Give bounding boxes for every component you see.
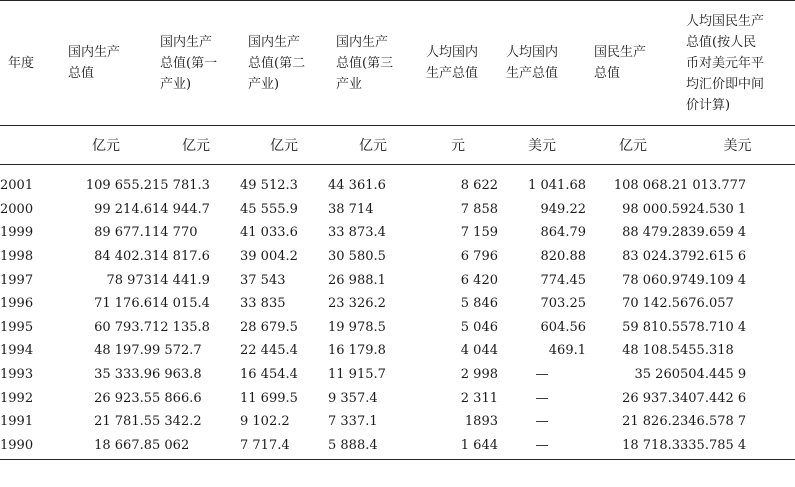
value-cell: 109 655.2 [85, 178, 152, 194]
value-cell: 48 108.5 [622, 343, 680, 359]
value-cell: 949.22 [540, 201, 586, 217]
value-cell: 6 796 [460, 249, 498, 265]
value-cell: 5 866.6 [152, 390, 202, 406]
value-cell: 12 135.8 [152, 319, 210, 335]
value-cell: 578.710 4 [680, 319, 747, 335]
year-cell: 1994 [0, 343, 34, 359]
value-cell: 59 810.5 [622, 319, 680, 335]
year-cell: 1995 [0, 319, 34, 335]
value-cell: 9 357.4 [328, 390, 378, 406]
value-cell: 28 679.5 [240, 319, 298, 335]
value-cell: 11 915.7 [328, 367, 386, 383]
value-cell: 8 622 [460, 178, 498, 194]
unit-cell-7: 亿元 [586, 126, 680, 165]
value-cell: 1 041.68 [528, 178, 586, 194]
value-cell: 26 937.3 [622, 390, 680, 406]
value-cell: 5 342.2 [152, 414, 202, 430]
value-cell: 70 142.5 [622, 296, 680, 312]
value-cell: — [535, 414, 549, 430]
value-cell: 30 580.5 [328, 249, 386, 265]
value-cell: 864.79 [540, 225, 586, 241]
table-row [0, 363, 795, 387]
value-cell: 38 714 [328, 201, 374, 217]
value-cell: 5 046 [460, 319, 498, 335]
table-row [0, 268, 795, 292]
unit-cell-2: 亿元 [152, 126, 240, 165]
value-cell: 14 441.9 [152, 272, 210, 288]
value-cell: 4 044 [460, 343, 498, 359]
value-cell: 99 214.6 [94, 201, 152, 217]
value-cell: 1 644 [418, 434, 498, 460]
table-row [0, 339, 795, 363]
table-row [0, 434, 795, 460]
value-cell: 703.25 [540, 296, 586, 312]
units-row [0, 126, 795, 165]
value-cell: 23 326.2 [328, 296, 386, 312]
value-cell: 16 179.8 [328, 343, 386, 359]
unit-cell-0 [0, 126, 60, 165]
value-cell: 108 068.2 [613, 178, 680, 194]
value-cell: 78 060.9 [622, 272, 680, 288]
value-cell: 346.578 7 [680, 414, 747, 430]
value-cell: 604.56 [540, 319, 586, 335]
unit-cell-4: 亿元 [328, 126, 418, 165]
value-cell: 7 717.4 [240, 434, 328, 460]
value-cell: 792.615 6 [680, 249, 747, 265]
value-cell: 21 826.2 [622, 414, 680, 430]
value-cell: 6 420 [460, 272, 498, 288]
table-row [0, 245, 795, 269]
unit-cell-3: 亿元 [240, 126, 328, 165]
unit-cell-5: 元 [418, 126, 498, 165]
year-cell: 1998 [0, 249, 34, 265]
value-cell: 60 793.7 [94, 319, 152, 335]
value-cell: 98 000.5 [622, 201, 680, 217]
year-cell: 2001 [0, 178, 34, 194]
value-cell: 407.442 6 [680, 390, 747, 406]
column-header-2: 国内生产 总值(第一 产业) [152, 1, 240, 126]
value-cell: 26 923.5 [94, 390, 152, 406]
column-header-1: 国内生产 总值 [60, 1, 152, 126]
year-cell: 2000 [0, 201, 34, 217]
value-cell: 9 572.7 [152, 343, 202, 359]
value-cell: — [535, 390, 549, 406]
value-cell: 35 260 [634, 367, 680, 383]
value-cell: 5 062 [152, 434, 240, 460]
value-cell: 48 197.9 [94, 343, 152, 359]
column-header-5: 人均国内 生产总值 [418, 1, 498, 126]
value-cell: 19 978.5 [328, 319, 386, 335]
value-cell: 7 337.1 [328, 414, 378, 430]
value-cell: 676.057 [680, 296, 734, 312]
value-cell: 1893 [464, 414, 498, 430]
value-cell: 84 402.3 [94, 249, 152, 265]
value-cell: — [535, 367, 549, 383]
unit-cell-8: 美元 [680, 126, 795, 165]
value-cell: 89 677.1 [94, 225, 152, 241]
value-cell: 41 033.6 [240, 225, 298, 241]
value-cell: 45 555.9 [240, 201, 298, 217]
column-header-0: 年度 [0, 1, 60, 126]
value-cell: 37 543 [240, 272, 286, 288]
value-cell: 16 454.4 [240, 367, 298, 383]
value-cell: 7 159 [460, 225, 498, 241]
table-row [0, 292, 795, 316]
value-cell: 7 858 [460, 201, 498, 217]
value-cell: 2 311 [460, 390, 498, 406]
value-cell: 71 176.6 [94, 296, 152, 312]
value-cell: 26 988.1 [328, 272, 386, 288]
value-cell: 455.318 [680, 343, 734, 359]
unit-cell-6: 美元 [498, 126, 586, 165]
value-cell: 33 835 [240, 296, 286, 312]
value-cell: 9 102.2 [240, 414, 290, 430]
value-cell: 44 361.6 [328, 178, 386, 194]
year-cell: 1992 [0, 390, 34, 406]
value-cell: 22 445.4 [240, 343, 298, 359]
table-row [0, 386, 795, 410]
table-row [0, 316, 795, 340]
value-cell: 11 699.5 [240, 390, 298, 406]
value-cell: 14 944.7 [152, 201, 210, 217]
year-cell: 1990 [0, 434, 60, 460]
table-row [0, 221, 795, 245]
value-cell: 2 998 [460, 367, 498, 383]
value-cell: 5 888.4 [328, 434, 418, 460]
table-row [0, 198, 795, 222]
year-cell: 1999 [0, 225, 34, 241]
value-cell: 749.109 4 [680, 272, 747, 288]
value-cell: 15 781.3 [152, 178, 210, 194]
value-cell: 839.659 4 [680, 225, 747, 241]
value-cell: 49 512.3 [240, 178, 298, 194]
value-cell: 39 004.2 [240, 249, 298, 265]
year-cell: 1997 [0, 272, 34, 288]
table-header-row [0, 1, 795, 126]
column-header-3: 国内生产 总值(第二 产业) [240, 1, 328, 126]
value-cell: 14 770 [152, 225, 198, 241]
unit-cell-1: 亿元 [60, 126, 152, 165]
value-cell: 5 846 [460, 296, 498, 312]
year-cell: 1996 [0, 296, 34, 312]
table-row [0, 410, 795, 434]
value-cell: 83 024.3 [622, 249, 680, 265]
value-cell: 924.530 1 [680, 201, 747, 217]
column-header-6: 人均国内 生产总值 [498, 1, 586, 126]
year-cell: 1993 [0, 367, 34, 383]
value-cell: 88 479.2 [622, 225, 680, 241]
value-cell: 1 013.777 [680, 178, 747, 194]
value-cell: 469.1 [548, 343, 586, 359]
spacer-row [0, 165, 795, 175]
value-cell: 18 718.3 [586, 434, 680, 460]
value-cell: 35 333.9 [94, 367, 152, 383]
value-cell: 18 667.8 [60, 434, 152, 460]
value-cell: 774.45 [540, 272, 586, 288]
value-cell: 78 973 [106, 272, 152, 288]
value-cell: 6 963.8 [152, 367, 202, 383]
value-cell: — [498, 434, 586, 460]
table-row [0, 174, 795, 198]
value-cell: 335.785 4 [680, 434, 795, 460]
value-cell: 820.88 [540, 249, 586, 265]
value-cell: 14 015.4 [152, 296, 210, 312]
value-cell: 14 817.6 [152, 249, 210, 265]
column-header-4: 国内生产 总值(第三 产业 [328, 1, 418, 126]
column-header-8: 人均国民生产 总值(按人民 币对美元年平 均汇价即中间 价计算) [680, 1, 795, 126]
year-cell: 1991 [0, 414, 34, 430]
value-cell: 21 781.5 [94, 414, 152, 430]
column-header-7: 国民生产 总值 [586, 1, 680, 126]
value-cell: 504.445 9 [680, 367, 747, 383]
value-cell: 33 873.4 [328, 225, 386, 241]
